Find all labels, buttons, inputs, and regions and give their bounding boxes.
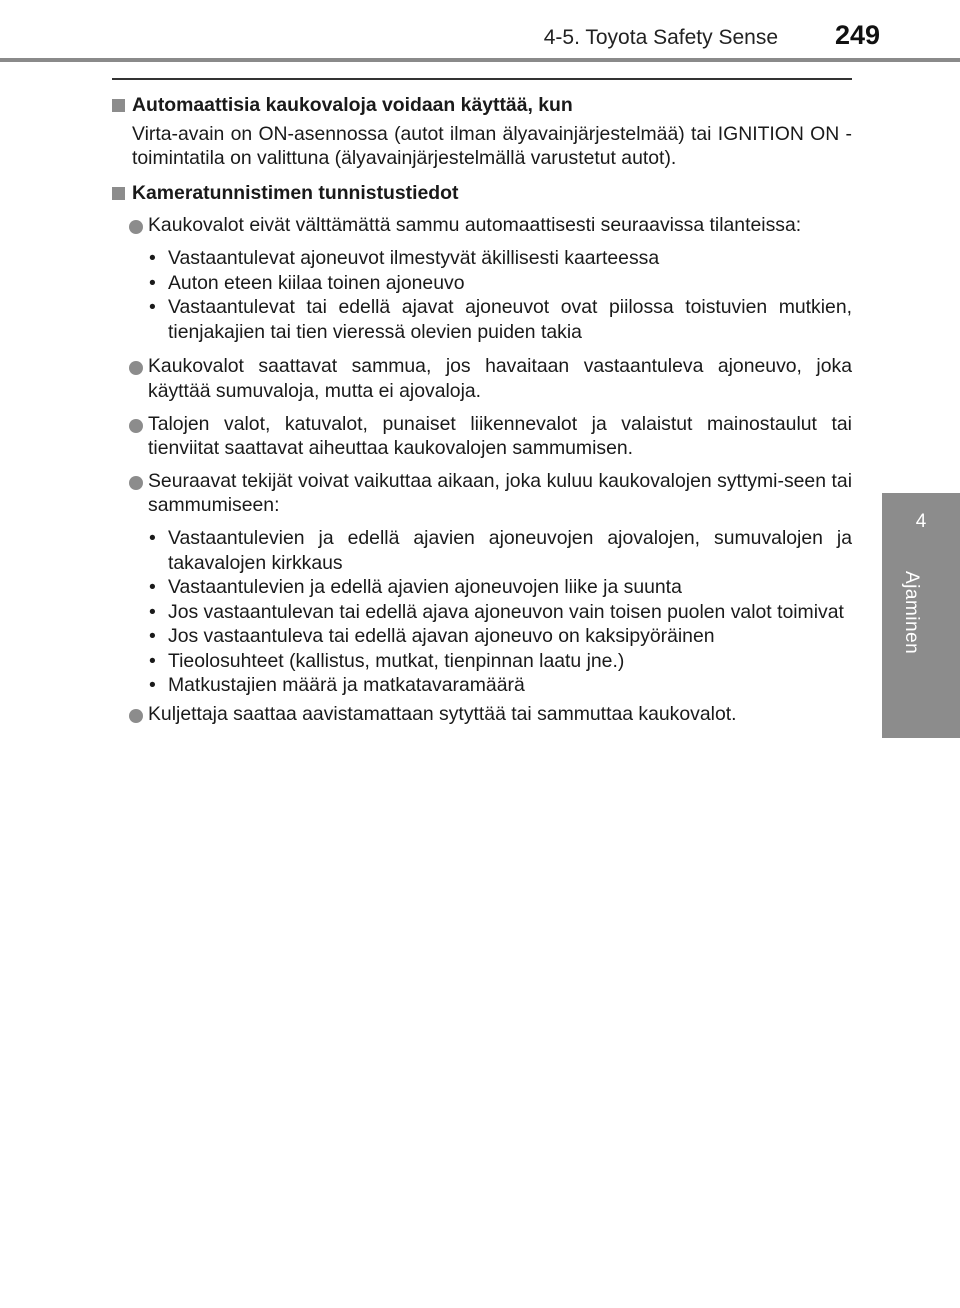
bullet-icon: •	[149, 526, 156, 549]
sub-bullet-item	[148, 295, 852, 344]
list-item	[112, 469, 852, 518]
content-rule	[112, 78, 852, 80]
square-bullet-icon	[112, 187, 125, 200]
sub-bullet-text: Jos vastaantuleva tai edellä ajavan ajoneuvo on kaksipyöräinen	[168, 625, 715, 648]
page-content	[112, 93, 852, 735]
section-paragraph: Virta-avain on ON-asennossa (autot ilman älyavainjärjestelmää) tai IGNITION ON -toimintatila on valittuna (älyavainjärjestelmällä varustetut autot).	[132, 122, 852, 170]
sub-bullet-item	[148, 526, 852, 575]
sub-bullet-item	[148, 673, 852, 698]
header-rule	[0, 58, 960, 62]
sub-bullet-text: Tieolosuhteet (kallistus, mutkat, tienpinnan laatu jne.)	[168, 649, 625, 672]
chapter-number: 4	[915, 511, 927, 532]
bullet-icon: •	[149, 576, 156, 599]
sub-bullet-item	[148, 600, 852, 625]
sub-bullet-list	[148, 526, 852, 698]
sub-bullet-item	[148, 649, 852, 674]
chapter-label: Ajaminen	[901, 571, 922, 655]
section-heading-text: Kameratunnistimen tunnistustiedot	[132, 181, 459, 204]
sub-bullet-text: Jos vastaantulevan tai edellä ajava ajoneuvon vain toisen puolen valot toimivat	[168, 600, 844, 623]
list-item-text: Kaukovalot eivät välttämättä sammu automaattisesti seuraavissa tilanteissa:	[148, 214, 802, 237]
sub-bullet-item	[148, 246, 852, 271]
sub-bullet-item	[148, 271, 852, 296]
sub-bullet-text: Vastaantulevat ajoneuvot ilmestyvät äkillisesti kaarteessa	[168, 246, 660, 269]
circle-bullet-icon	[129, 361, 143, 375]
square-bullet-icon	[112, 99, 125, 112]
section-title: 4-5. Toyota Safety Sense	[543, 26, 778, 49]
list-item-text: Kuljettaja saattaa aavistamattaan sytyttää tai sammuttaa kaukovalot.	[148, 703, 737, 726]
section-heading	[112, 181, 852, 206]
bullet-icon: •	[149, 296, 156, 319]
list-item-text: Talojen valot, katuvalot, punaiset liikennevalot ja valaistut mainostaulut tai tienviitat saattavat aiheuttaa kaukovalojen sammumisen.	[148, 412, 852, 460]
sub-bullet-text: Auton eteen kiilaa toinen ajoneuvo	[168, 271, 465, 294]
page-header	[0, 0, 960, 64]
list-item	[112, 412, 852, 461]
bullet-icon: •	[149, 271, 156, 294]
bullet-icon: •	[149, 625, 156, 648]
bullet-icon: •	[149, 649, 156, 672]
circle-bullet-icon	[129, 419, 143, 433]
section-heading-text: Automaattisia kaukovaloja voidaan käyttää, kun	[132, 94, 573, 116]
sub-bullet-text: Vastaantulevat tai edellä ajavat ajoneuvot ovat piilossa toistuvien mutkien, tienjakajien tai tien vieressä olevien puiden takia	[168, 296, 852, 343]
sub-bullet-item	[148, 575, 852, 600]
circle-bullet-icon	[129, 220, 143, 234]
list-item	[112, 354, 852, 403]
page-number: 249	[834, 20, 880, 50]
bullet-icon: •	[149, 674, 156, 697]
sub-bullet-text: Matkustajien määrä ja matkatavaramäärä	[168, 674, 525, 697]
bullet-icon: •	[149, 600, 156, 623]
list-item-text: Seuraavat tekijät voivat vaikuttaa aikaan, joka kuluu kaukovalojen syttymi-seen tai sammumiseen:	[148, 469, 852, 517]
sub-bullet-text: Vastaantulevien ja edellä ajavien ajoneuvojen ajovalojen, sumuvalojen ja takavalojen kirkkaus	[168, 526, 852, 574]
sub-bullet-text: Vastaantulevien ja edellä ajavien ajoneuvojen liike ja suunta	[168, 576, 682, 599]
chapter-tab[interactable]	[882, 493, 960, 738]
sub-bullet-item	[148, 624, 852, 649]
list-item-text: Kaukovalot saattavat sammua, jos havaitaan vastaantuleva ajoneuvo, joka käyttää sumuvaloja, mutta ei ajovaloja.	[148, 355, 852, 402]
sub-bullet-list	[148, 246, 852, 344]
list-item	[112, 702, 852, 727]
list-item	[112, 213, 852, 238]
circle-bullet-icon	[129, 476, 143, 490]
bullet-icon: •	[149, 246, 156, 269]
circle-bullet-icon	[129, 709, 143, 723]
section-heading	[112, 93, 852, 118]
